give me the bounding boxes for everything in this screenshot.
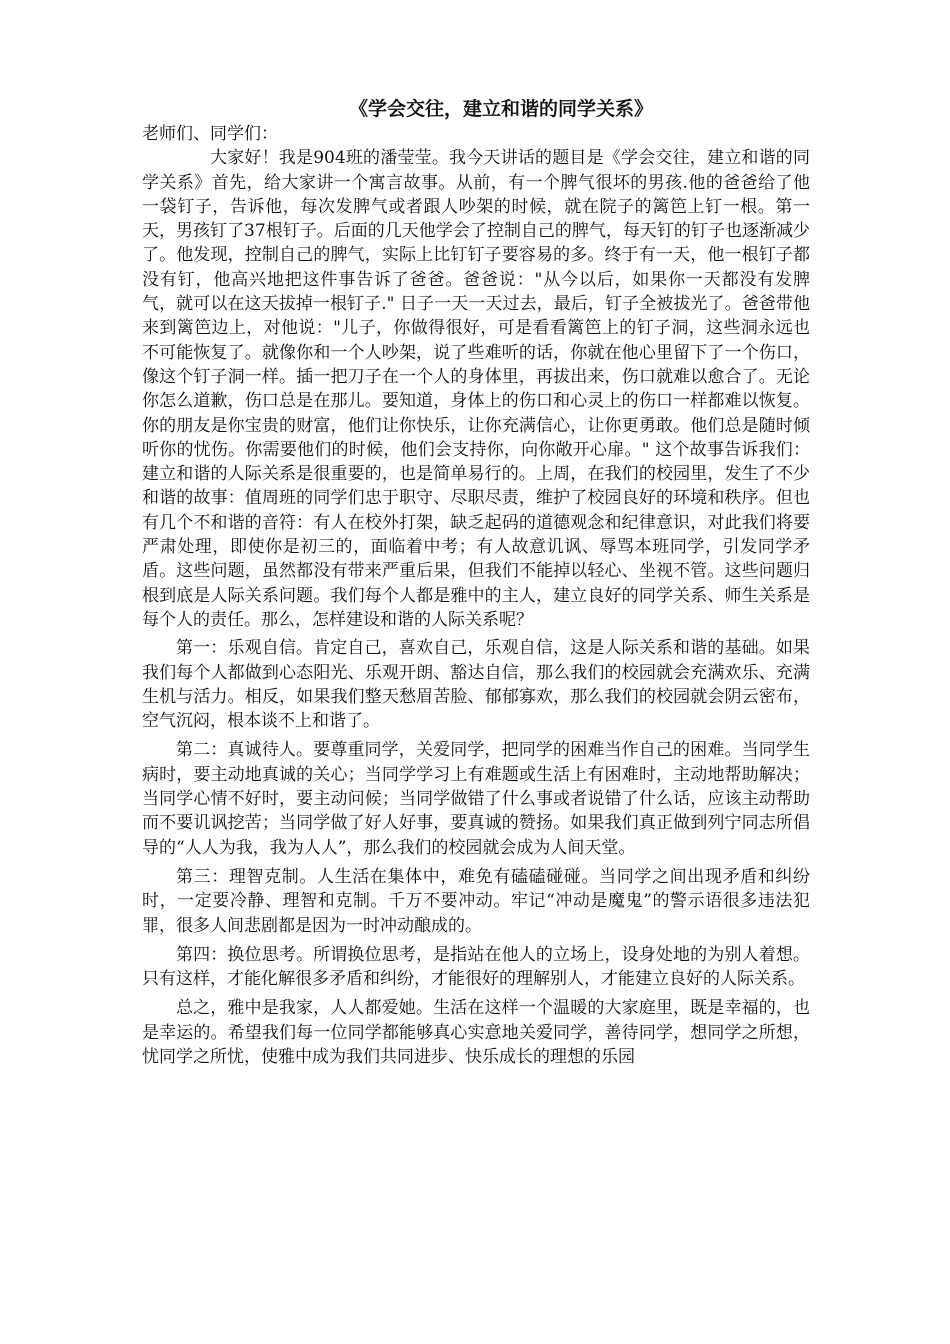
- paragraph-point-2: 第二：真诚待人。要尊重同学，关爱同学，把同学的困难当作自己的困难。当同学生病时，要主动地真诚的关心；当同学学习上有难题或生活上有困难时，主动地帮助解决；当同学心情不好时，要主动问候；当同学做错了什么事或者说错了什么话，应该主动帮助而不要讥讽挖苦；当同学做了好人好事，要真诚的赞扬。如果我们真正做到列宁同志所倡导的“人人为我，我为人人”，那么我们的校园就会成为人间天堂。: [142, 740, 810, 858]
- paragraph-point-1: 第一：乐观自信。肯定自己，喜欢自己，乐观自信，这是人际关系和谐的基础。如果我们每个人都做到心态阳光、乐观开朗、豁达自信，那么我们的校园就会充满欢乐、充满生机与活力。相反，如果我们整天愁眉苦脸、郁郁寡欢，那么我们的校园就会阴云密布，空气沉闷，根本谈不上和谐了。: [142, 638, 810, 732]
- paragraph-point-3: 第三：理智克制。人生活在集体中，难免有磕磕碰碰。当同学之间出现矛盾和纠纷时，一定要冷静、理智和克制。千万不要冲动。牢记“冲动是魔鬼”的警示语很多违法犯罪，很多人间悲剧都是因为一时冲动酿成的。: [142, 866, 810, 936]
- paragraph-story: 大家好！我是904班的潘莹莹。我今天讲话的题目是《学会交往，建立和谐的同学关系》首先，给大家讲一个寓言故事。从前，有一个脾气很坏的男孩.他的爸爸给了他一袋钉子，告诉他，每次发脾气或者跟人吵架的时候，就在院子的篱笆上钉一根。第一天，男孩钉了37根钉子。后面的几天他学会了控制自己的脾气，每天钉的钉子也逐渐减少了。他发现，控制自己的脾气，实际上比钉钉子要容易的多。终于有一天，他一根钉子都没有钉，他高兴地把这件事告诉了爸爸。爸爸说："从今以后，如果你一天都没有发脾气，就可以在这天拔掉一根钉子." 日子一天一天过去，最后，钉子全被拔光了。爸爸带他来到篱笆边上，对他说："儿子，你做得很好，可是看看篱笆上的钉子洞，这些洞永远也不可能恢复了。就像你和一个人吵架，说了些难听的话，你就在他心里留下了一个伤口，像这个钉子洞一样。插一把刀子在一个人的身体里，再拔出来，伤口就难以愈合了。无论你怎么道歉，伤口总是在那儿。要知道，身体上的伤口和心灵上的伤口一样都难以恢复。你的朋友是你宝贵的财富，他们让你快乐，让你充满信心，让你更勇敢。他们总是随时倾听你的忧伤。你需要他们的时候，他们会支持你，向你敞开心扉。" 这个故事告诉我们：建立和谐的人际关系是很重要的，也是简单易行的。上周，在我们的校园里，发生了不少和谐的故事：值周班的同学们忠于职守、尽职尽责，维护了校园良好的环境和秩序。但也有几个不和谐的音符：有人在校外打架，缺乏起码的道德观念和纪律意识，对此我们将要严肃处理，即使你是初三的，面临着中考；有人故意讥讽、辱骂本班同学，引发同学矛盾。这些问题，虽然都没有带来严重后果，但我们不能掉以轻心、坐视不管。这些问题归根到底是人际关系问题。我们每个人都是雅中的主人，建立良好的同学关系、师生关系是每个人的责任。那么，怎样建设和谐的人际关系呢？: [142, 148, 810, 630]
- document-page: [142, 96, 810, 1074]
- paragraph-conclusion: 总之，雅中是我家，人人都爱她。生活在这样一个温暖的大家庭里，既是幸福的，也是幸运的。希望我们每一位同学都能够真心实意地关爱同学，善待同学，想同学之所想，忧同学之所忧，使雅中成为我们共同进步、快乐成长的理想的乐园: [142, 998, 810, 1067]
- greeting: 老师们、同学们：: [142, 124, 278, 144]
- document-title: 《学会交往，建立和谐的同学关系》: [348, 98, 653, 120]
- paragraph-point-4: 第四：换位思考。所谓换位思考，是指站在他人的立场上，设身处地的为别人着想。只有这样，才能化解很多矛盾和纠纷，才能很好的理解别人，才能建立良好的人际关系。: [142, 944, 810, 990]
